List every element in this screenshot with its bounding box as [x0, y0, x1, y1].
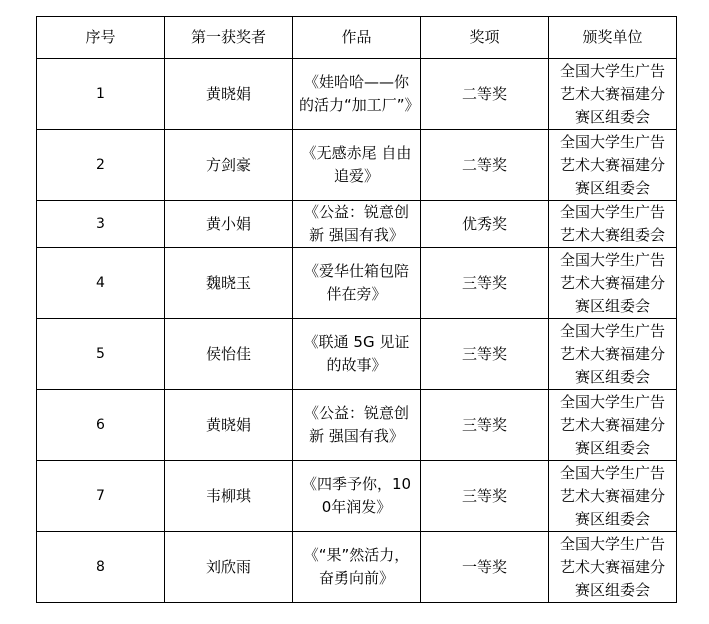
table-row: [37, 532, 677, 603]
cell-issuer: [549, 201, 677, 248]
cell-work: [293, 461, 421, 532]
cell-winner: 黄晓娟: [165, 59, 293, 130]
table-row: [37, 248, 677, 319]
cell-winner: 魏晓玉: [165, 248, 293, 319]
cell-issuer: [549, 390, 677, 461]
work-title: 《公益：锐意创新 强国有我》: [303, 203, 409, 244]
work-title: 《公益：锐意创新 强国有我》: [303, 404, 409, 445]
cell-winner: 黄小娟: [165, 201, 293, 248]
cell-issuer: [549, 59, 677, 130]
cell-work: [293, 319, 421, 390]
work-title: 《爱华仕箱包陪伴在旁》: [303, 262, 409, 303]
cell-award: 三等奖: [421, 461, 549, 532]
cell-work: [293, 248, 421, 319]
cell-no: 5: [37, 319, 165, 390]
table-row: [37, 319, 677, 390]
table-row: [37, 461, 677, 532]
issuer-name: 全国大学生广告艺术大赛组委会: [559, 203, 665, 244]
cell-award: 三等奖: [421, 319, 549, 390]
cell-no: 4: [37, 248, 165, 319]
cell-issuer: [549, 248, 677, 319]
header-award: 奖项: [421, 17, 549, 59]
cell-award: 二等奖: [421, 130, 549, 201]
cell-winner: 刘欣雨: [165, 532, 293, 603]
work-title: 《娃哈哈——你的活力“加工厂”》: [299, 73, 420, 114]
table-row: [37, 390, 677, 461]
cell-work: [293, 130, 421, 201]
cell-award: 三等奖: [421, 248, 549, 319]
work-title: 《四季予你，100年润发》: [301, 475, 412, 516]
header-no: 序号: [37, 17, 165, 59]
cell-work: [293, 201, 421, 248]
cell-winner: 黄晓娟: [165, 390, 293, 461]
cell-award: 二等奖: [421, 59, 549, 130]
cell-work: [293, 390, 421, 461]
issuer-name: 全国大学生广告艺术大赛福建分赛区组委会: [559, 61, 665, 126]
work-title: 《无感赤尾 自由追爱》: [301, 144, 412, 185]
cell-no: 1: [37, 59, 165, 130]
issuer-name: 全国大学生广告艺术大赛福建分赛区组委会: [559, 534, 665, 599]
work-title: 《联通 5G 见证的故事》: [303, 333, 410, 374]
table-row: [37, 130, 677, 201]
cell-no: 6: [37, 390, 165, 461]
cell-work: [293, 532, 421, 603]
cell-issuer: [549, 461, 677, 532]
table-row: [37, 201, 677, 248]
cell-issuer: [549, 319, 677, 390]
table-row: [37, 59, 677, 130]
cell-winner: 方剑豪: [165, 130, 293, 201]
cell-no: 2: [37, 130, 165, 201]
cell-issuer: [549, 532, 677, 603]
cell-no: 7: [37, 461, 165, 532]
cell-no: 8: [37, 532, 165, 603]
cell-issuer: [549, 130, 677, 201]
issuer-name: 全国大学生广告艺术大赛福建分赛区组委会: [559, 132, 665, 197]
cell-award: 优秀奖: [421, 201, 549, 248]
work-title: 《“果”然活力，奋勇向前》: [303, 546, 410, 587]
issuer-name: 全国大学生广告艺术大赛福建分赛区组委会: [559, 392, 665, 457]
issuer-name: 全国大学生广告艺术大赛福建分赛区组委会: [559, 321, 665, 386]
cell-no: 3: [37, 201, 165, 248]
issuer-name: 全国大学生广告艺术大赛福建分赛区组委会: [559, 463, 665, 528]
header-winner: 第一获奖者: [165, 17, 293, 59]
cell-work: [293, 59, 421, 130]
header-issuer: 颁奖单位: [549, 17, 677, 59]
cell-award: 三等奖: [421, 390, 549, 461]
cell-award: 一等奖: [421, 532, 549, 603]
header-work: 作品: [293, 17, 421, 59]
cell-winner: 侯怡佳: [165, 319, 293, 390]
table-header-row: [37, 17, 677, 59]
issuer-name: 全国大学生广告艺术大赛福建分赛区组委会: [559, 250, 665, 315]
awards-table: [36, 16, 677, 603]
cell-winner: 韦柳琪: [165, 461, 293, 532]
